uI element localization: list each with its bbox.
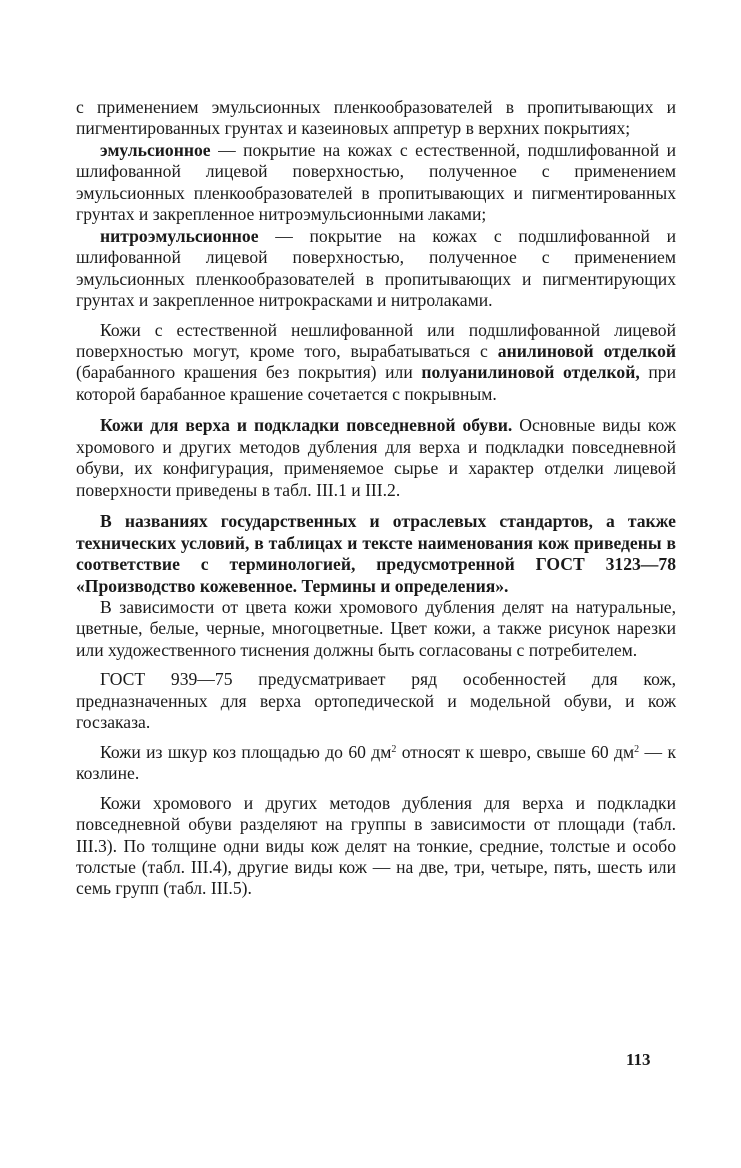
paragraph-color: В зависимости от цвета кожи хромового дубления делят на натуральные, цветные, белые, черные, многоцветные. Цвет кожи, а также рисунок нарезки или художественного тиснения должны быть согласованы с потребителем. bbox=[76, 596, 676, 660]
body-text bbox=[76, 97, 676, 900]
paragraph-leather-types bbox=[76, 415, 676, 501]
superscript: 2 bbox=[391, 743, 397, 755]
page-number: 113 bbox=[626, 1050, 651, 1069]
text-run: Кожи из шкур коз площадью до 60 дм bbox=[100, 741, 392, 762]
paragraph-gost-939: ГОСТ 939—75 предусматривает ряд особенностей для кож, предназначенных для верха ортопедической и модельной обуви, и кож госзаказа. bbox=[76, 669, 676, 733]
text-run: при которой барабанное крашение сочетается с покрывным. bbox=[76, 362, 676, 404]
text-run: Кожи с естественной нешлифованной или подшлифованной лицевой поверхностью могут, кроме того, вырабатываться с bbox=[76, 319, 676, 361]
paragraph-groups: Кожи хромового и других методов дубления для верха и подкладки повседневной обуви разделяют на группы в зависимости от площади (табл. III.3). По толщине одни виды кож делят на тонкие, средние, толстые и особо толстые (табл. III.4), другие виды кож — на две, три, четыре, пять, шесть или семь групп (табл. III.5). bbox=[76, 792, 676, 899]
section-heading: Кожи для верха и подкладки повседневной обуви. bbox=[100, 415, 513, 436]
term-emulsion: эмульсионное bbox=[100, 139, 211, 160]
definition-nitroemulsion: — покрытие на кожах с подшлифованной и шлифованной лицевой поверхностью, полученное с применением эмульсионных пленкообразователей в пропитывающих и пигментирующих грунтах и закрепленное нитрокрасками и нитролаками. bbox=[76, 225, 676, 311]
paragraph-goat-skins bbox=[76, 742, 676, 785]
paragraph-aniline bbox=[76, 320, 676, 406]
definition-emulsion: — покрытие на кожах с естественной, подшлифованной и шлифованной лицевой поверхностью, полученное с применением эмульсионных пленкообразователей в пропитывающих и пигментированных грунтах и закрепленное нитроэмульсионными лаками; bbox=[76, 139, 676, 225]
superscript: 2 bbox=[634, 743, 640, 755]
paragraph-1: с применением эмульсионных пленкообразователей в пропитывающих и пигментированных грунтах и казеиновых аппретур в верхних покрытиях; bbox=[76, 97, 676, 139]
paragraph-standards-note bbox=[76, 511, 676, 597]
text-run: — к козлине. bbox=[76, 741, 676, 784]
paragraph-nitroemulsion bbox=[76, 226, 676, 312]
paragraph-emulsion bbox=[76, 140, 676, 226]
term-nitroemulsion: нитроэмульсионное bbox=[100, 225, 259, 246]
section-text: Основные виды кож хромового и других методов дубления для верха и подкладки повседневной обуви, их конфигурация, применяемое сырье и характер отделки лицевой поверхности приведены в табл. III.1 и III.2. bbox=[76, 415, 676, 500]
text-run: (барабанного крашения без покрытия) или bbox=[76, 362, 422, 383]
term-semianiline: полуанилиновой отделкой, bbox=[421, 362, 640, 383]
standards-note: В названиях государственных и отраслевых стандартов, а также технических условий, в таблицах и тексте наименования кож приведены в соответствие с терминологией, предусмотренной ГОСТ 3123—78 «Производство кожевенное. Термины и определения». bbox=[76, 511, 676, 596]
text-run: относят к шевро, свыше 60 дм bbox=[396, 741, 635, 762]
term-aniline: анилиновой отделкой bbox=[497, 340, 677, 361]
